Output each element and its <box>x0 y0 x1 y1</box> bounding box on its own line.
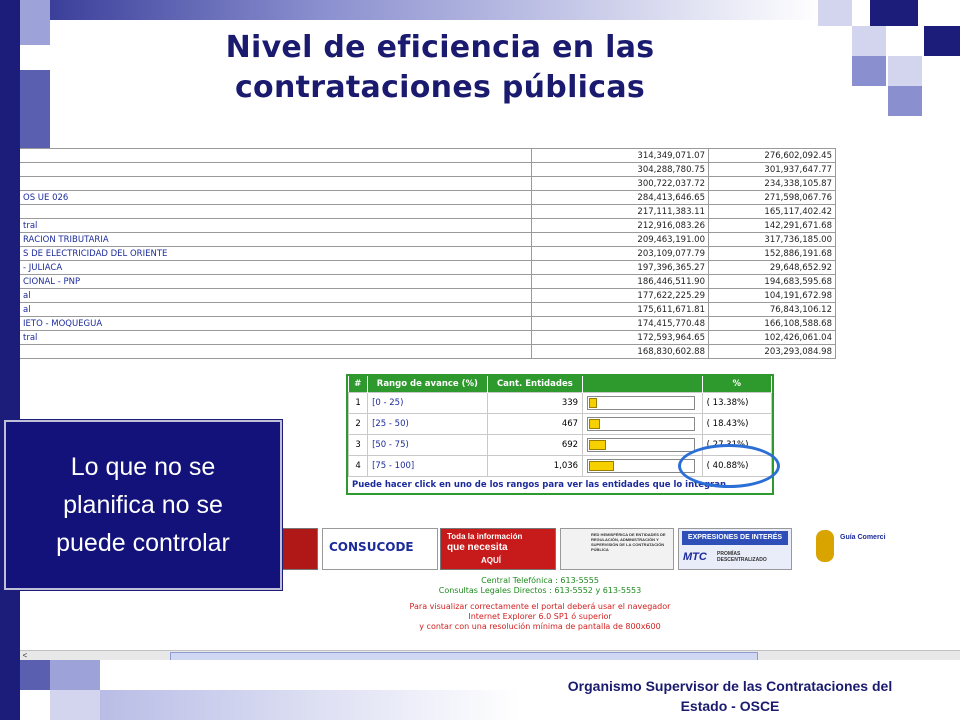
entities-table <box>20 148 960 359</box>
info-banner-line3: AQUÍ <box>481 556 501 565</box>
table-row[interactable] <box>20 219 960 233</box>
info-banner-line2: que necesita <box>447 542 508 553</box>
range-bar-track <box>587 438 695 452</box>
callout-line3: puede controlar <box>56 529 230 557</box>
ranges-header-pct: % <box>702 376 771 393</box>
entity-name[interactable]: al <box>20 303 532 317</box>
amount-2: 271,598,067.76 <box>709 191 836 205</box>
range-percent: ( 27.31%) <box>702 435 771 456</box>
scrollbar-thumb[interactable] <box>170 652 758 660</box>
organization-line2: Estado - OSCE <box>680 698 780 714</box>
empty-cell <box>836 191 960 205</box>
amount-2: 76,843,106.12 <box>709 303 836 317</box>
ranges-header-range: Rango de avance (%) <box>368 376 488 393</box>
amount-2: 317,736,185.00 <box>709 233 836 247</box>
entity-name[interactable]: S DE ELECTRICIDAD DEL ORIENTE <box>20 247 532 261</box>
decor-square <box>50 690 100 720</box>
range-link[interactable]: [50 - 75) <box>368 435 488 456</box>
range-count: 339 <box>487 393 582 414</box>
ranges-header-count: Cant. Entidades <box>487 376 582 393</box>
range-count: 467 <box>487 414 582 435</box>
decor-square <box>20 70 50 150</box>
range-bar-fill <box>589 440 606 450</box>
range-count: 1,036 <box>487 456 582 477</box>
guia-comercial-logo[interactable] <box>798 528 898 568</box>
amount-2: 165,117,402.42 <box>709 205 836 219</box>
expresiones-label: EXPRESIONES DE INTERÉS <box>682 531 788 545</box>
range-index: 1 <box>349 393 368 414</box>
table-row[interactable] <box>20 163 960 177</box>
amount-1: 212,916,083.26 <box>532 219 709 233</box>
entity-name[interactable] <box>20 163 532 177</box>
amount-1: 314,349,071.07 <box>532 149 709 163</box>
range-bar-cell <box>583 393 703 414</box>
amount-2: 203,293,084.98 <box>709 345 836 359</box>
amount-2: 194,683,595.68 <box>709 275 836 289</box>
table-row[interactable] <box>20 149 960 163</box>
entity-name[interactable]: OS UE 026 <box>20 191 532 205</box>
entity-name[interactable] <box>20 149 532 163</box>
decor-square <box>818 0 852 26</box>
promias-label: PROMÍAS DESCENTRALIZADO <box>717 551 767 563</box>
empty-cell <box>836 205 960 219</box>
ranges-note: Puede hacer click en uno de los rangos para ver las entidades que lo integran. <box>352 480 730 490</box>
slide-title <box>130 28 750 108</box>
amount-2: 104,191,672.98 <box>709 289 836 303</box>
entity-name[interactable] <box>20 177 532 191</box>
info-banner-line1: Toda la información <box>447 532 523 541</box>
highlight-circle <box>678 444 780 488</box>
footer-browser-line3: y contar con una resolución mínima de pantalla de 800x600 <box>419 622 661 631</box>
empty-cell <box>836 317 960 331</box>
range-link[interactable]: [25 - 50) <box>368 414 488 435</box>
empty-cell <box>836 233 960 247</box>
callout-text <box>56 448 230 562</box>
slide-title-line2: contrataciones públicas <box>234 70 646 105</box>
amount-2: 152,886,191.68 <box>709 247 836 261</box>
range-bar-fill <box>589 398 597 408</box>
table-row[interactable] <box>20 261 960 275</box>
footer-browser-line1: Para visualizar correctamente el portal deberá usar el navegador <box>409 602 671 611</box>
amount-2: 102,426,061.04 <box>709 331 836 345</box>
table-row[interactable] <box>20 303 960 317</box>
decor-square <box>888 86 922 116</box>
empty-cell <box>836 345 960 359</box>
decor-square <box>852 56 886 86</box>
amount-1: 203,109,077.79 <box>532 247 709 261</box>
slide-title-line1: Nivel de eficiencia en las <box>225 30 655 65</box>
table-row[interactable] <box>20 177 960 191</box>
callout-line1: Lo que no se <box>70 453 216 481</box>
amount-1: 175,611,671.81 <box>532 303 709 317</box>
amount-1: 174,415,770.48 <box>532 317 709 331</box>
organization-line1: Organismo Supervisor de las Contrataciones del <box>567 678 893 694</box>
amount-2: 142,291,671.68 <box>709 219 836 233</box>
range-index: 4 <box>349 456 368 477</box>
amount-1: 168,830,602.88 <box>532 345 709 359</box>
table-row[interactable] <box>20 331 960 345</box>
consucode-label: CONSUCODE <box>329 540 414 554</box>
amount-1: 186,446,511.90 <box>532 275 709 289</box>
range-link[interactable]: [0 - 25) <box>368 393 488 414</box>
ranges-header-row <box>349 376 772 393</box>
entity-name[interactable]: IETO - MOQUEGUA <box>20 317 532 331</box>
decor-square <box>20 0 50 45</box>
peru-logo[interactable] <box>282 528 318 570</box>
horizontal-scrollbar[interactable] <box>20 650 960 660</box>
left-accent-bar <box>0 0 20 720</box>
range-bar-cell <box>583 435 703 456</box>
range-percent: ( 18.43%) <box>702 414 771 435</box>
decor-square <box>924 26 960 56</box>
empty-cell <box>836 289 960 303</box>
ranges-header-num: # <box>349 376 368 393</box>
amount-1: 300,722,037.72 <box>532 177 709 191</box>
range-row[interactable] <box>349 393 772 414</box>
mtc-label: MTC <box>683 551 707 563</box>
empty-cell <box>836 331 960 345</box>
footer-phone: Central Telefónica : 613-5555 <box>481 576 599 585</box>
empty-cell <box>836 247 960 261</box>
table-row[interactable] <box>20 247 960 261</box>
entity-name[interactable]: - JULIACA <box>20 261 532 275</box>
range-count: 692 <box>487 435 582 456</box>
range-percent: ( 40.88%) <box>702 456 771 477</box>
entity-name[interactable]: CIONAL - PNP <box>20 275 532 289</box>
consucode-logo[interactable] <box>322 528 438 570</box>
range-link[interactable]: [75 - 100] <box>368 456 488 477</box>
empty-cell <box>836 303 960 317</box>
amount-1: 177,622,225.29 <box>532 289 709 303</box>
empty-cell <box>836 149 960 163</box>
entity-name[interactable]: tral <box>20 219 532 233</box>
entity-name[interactable] <box>20 345 532 359</box>
entity-name[interactable] <box>20 205 532 219</box>
empty-cell <box>836 261 960 275</box>
table-row[interactable] <box>20 233 960 247</box>
organization-footer <box>500 676 960 716</box>
mascot-icon <box>816 530 834 562</box>
bottom-gradient-band <box>100 690 520 720</box>
amount-2: 166,108,588.68 <box>709 317 836 331</box>
table-row[interactable] <box>20 317 960 331</box>
empty-cell <box>836 219 960 233</box>
range-index: 3 <box>349 435 368 456</box>
amount-2: 276,602,092.45 <box>709 149 836 163</box>
amount-1: 197,396,365.27 <box>532 261 709 275</box>
decor-square <box>870 0 918 26</box>
guia-label: Guía Comerci <box>840 534 886 541</box>
range-bar-fill <box>589 461 614 471</box>
decor-square <box>852 26 886 56</box>
range-row[interactable] <box>349 414 772 435</box>
entity-name[interactable]: al <box>20 289 532 303</box>
table-row[interactable] <box>20 345 960 359</box>
table-row[interactable] <box>20 191 960 205</box>
table-row[interactable] <box>20 289 960 303</box>
range-bar-cell <box>583 414 703 435</box>
scroll-left-arrow-icon[interactable]: < <box>22 651 28 660</box>
footer-browser-line2: Internet Explorer 6.0 SP1 ó superior <box>468 612 612 621</box>
empty-cell <box>836 275 960 289</box>
range-percent: ( 13.38%) <box>702 393 771 414</box>
amount-1: 217,111,383.11 <box>532 205 709 219</box>
amount-1: 284,413,646.65 <box>532 191 709 205</box>
decor-square <box>888 56 922 86</box>
amount-1: 172,593,964.65 <box>532 331 709 345</box>
range-index: 2 <box>349 414 368 435</box>
entity-name[interactable]: RACION TRIBUTARIA <box>20 233 532 247</box>
top-gradient-band <box>50 0 820 20</box>
amount-2: 234,338,105.87 <box>709 177 836 191</box>
entity-name[interactable]: tral <box>20 331 532 345</box>
decor-square <box>50 660 100 690</box>
amount-1: 304,288,780.75 <box>532 163 709 177</box>
table-row[interactable] <box>20 205 960 219</box>
site-footer <box>380 576 700 632</box>
ranges-header-bar <box>583 376 703 393</box>
footer-legal: Consultas Legales Directos : 613-5552 y 613-5553 <box>438 586 642 595</box>
amount-2: 301,937,647.77 <box>709 163 836 177</box>
decor-square <box>20 660 50 690</box>
callout-box <box>4 420 282 590</box>
range-bar-track <box>587 417 695 431</box>
table-row[interactable] <box>20 275 960 289</box>
range-bar-track <box>587 396 695 410</box>
empty-cell <box>836 163 960 177</box>
red-hemisferica-text: RED HEMISFÉRICA DE ENTIDADES DE REGULACIÓN, ADMINISTRACIÓN Y SUPERVISIÓN DE LA CONTRATACIÓN PÚBLICA <box>591 532 666 552</box>
empty-cell <box>836 177 960 191</box>
callout-line2: planifica no se <box>63 491 223 519</box>
amount-2: 29,648,652.92 <box>709 261 836 275</box>
info-banner[interactable] <box>440 528 556 570</box>
expresiones-logo[interactable] <box>678 528 792 570</box>
red-hemisferica-logo[interactable] <box>560 528 674 570</box>
amount-1: 209,463,191.00 <box>532 233 709 247</box>
range-bar-fill <box>589 419 600 429</box>
